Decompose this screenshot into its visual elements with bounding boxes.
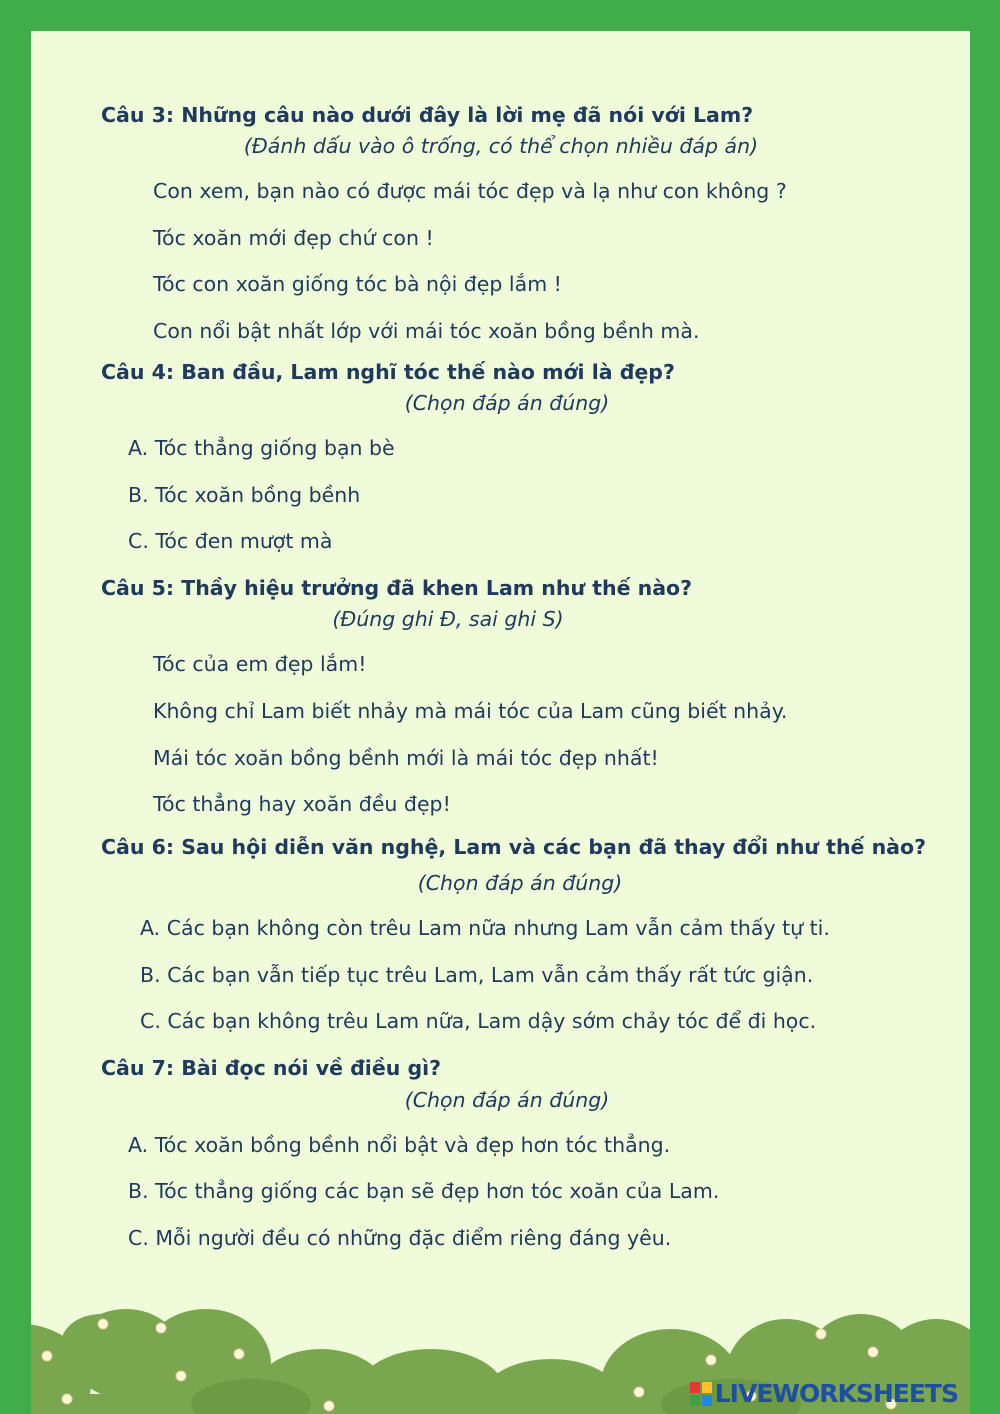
question-4-title: Câu 4: Ban đầu, Lam nghĩ tóc thế nào mới là đẹp?	[101, 360, 675, 384]
question-3-option: Con xem, bạn nào có được mái tóc đẹp và lạ như con không ?	[153, 179, 787, 203]
question-3-title: Câu 3: Những câu nào dưới đây là lời mẹ đã nói với Lam?	[101, 103, 754, 127]
question-6-option-a[interactable]: A. Các bạn không còn trêu Lam nữa nhưng Lam vẫn cảm thấy tự ti.	[140, 916, 830, 940]
question-3-option: Con nổi bật nhất lớp với mái tóc xoăn bồng bềnh mà.	[153, 319, 700, 343]
question-5-hint: (Đúng ghi Đ, sai ghi S)	[332, 607, 564, 631]
question-4-option-c[interactable]: C. Tóc đen mượt mà	[128, 529, 333, 553]
question-5-statement: Mái tóc xoăn bồng bềnh mới là mái tóc đẹp nhất!	[153, 746, 659, 770]
question-5-statement: Không chỉ Lam biết nhảy mà mái tóc của Lam cũng biết nhảy.	[153, 699, 788, 723]
question-4-option-a[interactable]: A. Tóc thẳng giống bạn bè	[128, 436, 395, 460]
question-7-title: Câu 7: Bài đọc nói về điều gì?	[101, 1056, 442, 1080]
question-4-hint: (Chọn đáp án đúng)	[404, 391, 610, 415]
logo-text: LIVEWORKSHEETS	[714, 1379, 958, 1408]
question-3-option: Tóc xoăn mới đẹp chứ con !	[153, 226, 434, 250]
liveworksheets-logo	[690, 1379, 958, 1408]
question-7-option-b[interactable]: B. Tóc thẳng giống các bạn sẽ đẹp hơn tóc xoăn của Lam.	[128, 1179, 720, 1203]
question-6-option-c[interactable]: C. Các bạn không trêu Lam nữa, Lam dậy sớm chảy tóc để đi học.	[140, 1009, 817, 1033]
logo-mark-icon	[690, 1382, 712, 1406]
question-7-option-c[interactable]: C. Mỗi người đều có những đặc điểm riêng đáng yêu.	[128, 1226, 672, 1250]
question-7-option-a[interactable]: A. Tóc xoăn bồng bềnh nổi bật và đẹp hơn tóc thẳng.	[128, 1133, 671, 1157]
question-5-title: Câu 5: Thầy hiệu trưởng đã khen Lam như thế nào?	[101, 576, 693, 600]
worksheet-page	[31, 31, 970, 1414]
question-5-statement: Tóc thẳng hay xoăn đều đẹp!	[153, 792, 451, 816]
question-7-hint: (Chọn đáp án đúng)	[404, 1088, 610, 1112]
question-6-title: Câu 6: Sau hội diễn văn nghệ, Lam và các bạn đã thay đổi như thế nào?	[101, 835, 926, 859]
question-5-statement: Tóc của em đẹp lắm!	[153, 652, 367, 676]
question-6-option-b[interactable]: B. Các bạn vẫn tiếp tục trêu Lam, Lam vẫn cảm thấy rất tức giận.	[140, 963, 814, 987]
question-6-hint: (Chọn đáp án đúng)	[417, 871, 623, 895]
question-3-hint: (Đánh dấu vào ô trống, có thể chọn nhiều đáp án)	[243, 134, 759, 158]
question-4-option-b[interactable]: B. Tóc xoăn bồng bềnh	[128, 483, 361, 507]
question-3-option: Tóc con xoăn giống tóc bà nội đẹp lắm !	[153, 272, 562, 296]
